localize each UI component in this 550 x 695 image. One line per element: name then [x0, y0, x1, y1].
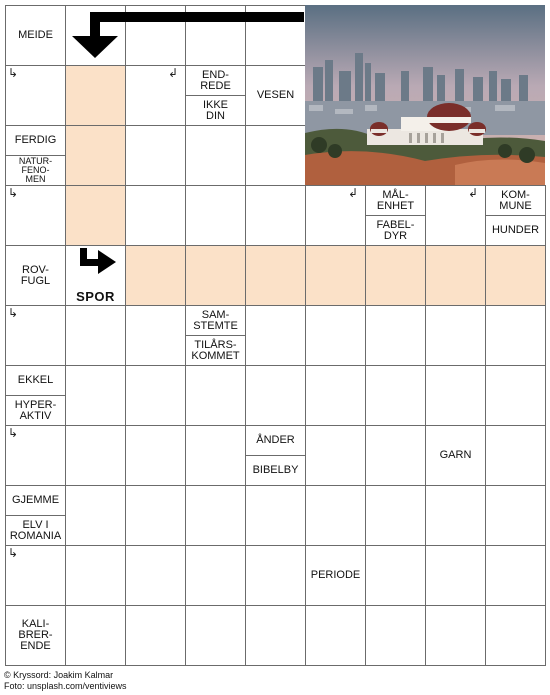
turn-right-arrow-icon	[80, 248, 116, 274]
return-arrow-icon: ↲	[168, 66, 179, 80]
return-arrow-icon: ↲	[348, 186, 359, 200]
clue-samstemte: SAM- STEMTE	[193, 308, 238, 332]
puzzle-credit: © Kryssord: Joakim Kalmar	[4, 670, 114, 680]
clue-fabeldyr: FABEL- DYR	[366, 215, 425, 245]
clue-ander: ÅNDER	[256, 434, 295, 446]
return-arrow-icon: ↳	[8, 546, 19, 560]
clue-hyperaktiv: HYPER- AKTIV	[6, 395, 65, 425]
clue-vesen: VESEN	[256, 89, 295, 101]
clue-tilarskommet: TILÅRS- KOMMET	[186, 335, 245, 365]
clue-ferdig: FERDIG	[14, 134, 57, 146]
photo-credit: Foto: unsplash.com/ventiviews	[4, 681, 127, 691]
return-arrow-icon: ↳	[8, 426, 19, 440]
clue-gjemme: GJEMME	[11, 494, 60, 506]
clue-bibelby: BIBELBY	[246, 455, 305, 485]
clue-ekkel: EKKEL	[17, 374, 54, 386]
return-arrow-icon: ↳	[8, 66, 19, 80]
return-arrow-icon: ↳	[8, 306, 19, 320]
clue-rovfugl: ROV- FUGL	[20, 263, 51, 287]
clue-endrede: END- REDE	[200, 68, 231, 92]
clue-kalibrerende: KALI- BRER- ENDE	[18, 618, 53, 652]
clue-naturfenomen: NATUR- FENO- MEN	[6, 155, 65, 185]
clue-hunder: HUNDER	[486, 215, 545, 245]
clue-periode: PERIODE	[310, 569, 361, 581]
return-arrow-icon: ↳	[8, 186, 19, 200]
clue-garn: GARN	[439, 449, 472, 461]
clue-elv-i-romania: ELV I ROMANIA	[6, 515, 65, 545]
clue-meide: MEIDE	[18, 29, 53, 41]
clue-malenhet: MÅL- ENHET	[376, 188, 415, 212]
clue-ikke-din: IKKE DIN	[186, 95, 245, 125]
clue-kommune: KOM- MUNE	[499, 188, 532, 212]
clue-spor: SPOR	[76, 289, 115, 304]
arrow-down-icon	[72, 12, 304, 58]
return-arrow-icon: ↲	[468, 186, 479, 200]
